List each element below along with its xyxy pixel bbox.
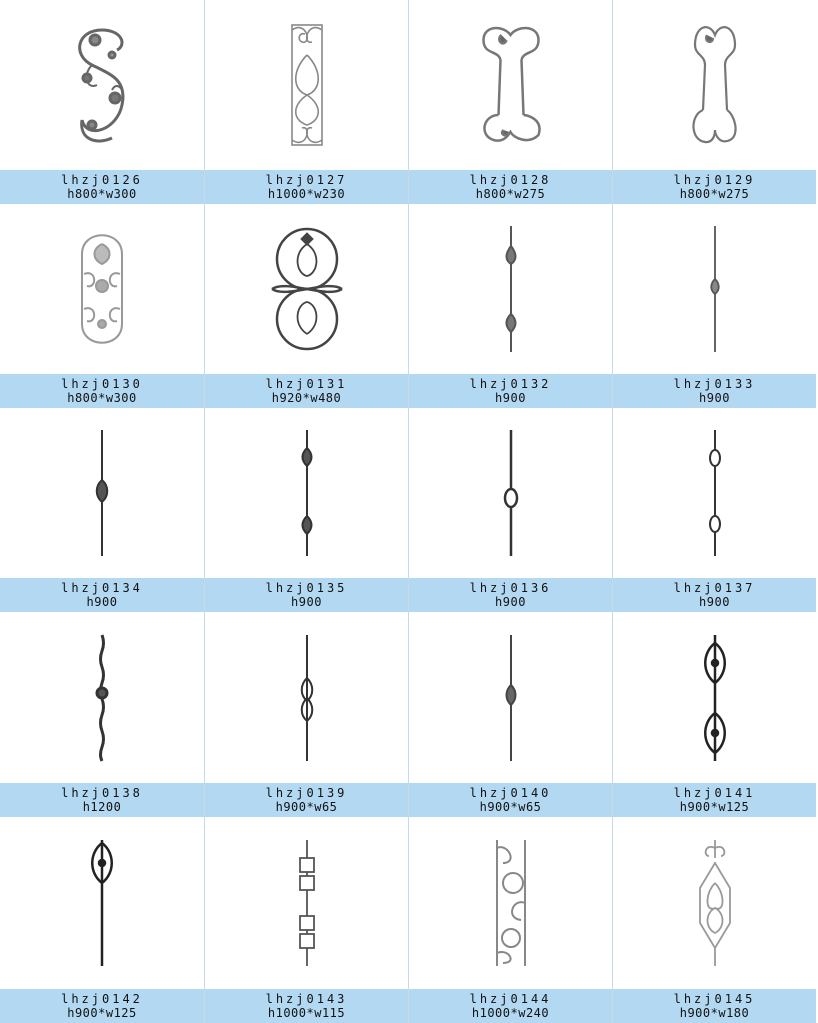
scroll-baluster-icon bbox=[700, 633, 730, 763]
product-card[interactable] bbox=[0, 408, 204, 612]
product-size: h900*w125 bbox=[67, 1006, 137, 1020]
baluster-icon bbox=[501, 428, 521, 558]
product-code: lhzj0134 bbox=[61, 581, 143, 595]
product-size: h900 bbox=[495, 595, 526, 609]
baluster-icon bbox=[501, 633, 521, 763]
product-card[interactable] bbox=[408, 612, 612, 817]
product-code: lhzj0144 bbox=[469, 992, 552, 1006]
product-card[interactable] bbox=[204, 0, 408, 204]
product-card[interactable] bbox=[0, 612, 204, 817]
product-size: h1000*w240 bbox=[471, 1006, 550, 1020]
scroll-panel-icon bbox=[287, 20, 327, 150]
product-size: h900 bbox=[699, 595, 730, 609]
scroll-panel-icon bbox=[493, 838, 529, 968]
product-image bbox=[409, 0, 612, 170]
product-card[interactable] bbox=[408, 0, 612, 204]
product-image bbox=[613, 0, 816, 170]
product-card[interactable] bbox=[408, 408, 612, 612]
product-card[interactable] bbox=[408, 204, 612, 408]
product-image bbox=[205, 408, 408, 578]
product-row bbox=[0, 204, 818, 408]
product-card[interactable] bbox=[204, 817, 408, 1023]
product-row bbox=[0, 612, 818, 817]
product-image bbox=[0, 0, 204, 170]
product-image bbox=[613, 817, 816, 989]
product-label bbox=[0, 374, 204, 408]
basket-baluster-icon bbox=[297, 633, 317, 763]
product-size: h900 bbox=[86, 595, 118, 609]
product-label bbox=[205, 578, 408, 612]
product-image bbox=[409, 817, 612, 989]
scroll-baluster-icon bbox=[87, 838, 117, 968]
product-size: h900 bbox=[699, 391, 730, 405]
product-label bbox=[613, 578, 816, 612]
product-card[interactable] bbox=[0, 0, 204, 204]
product-size: h920*w480 bbox=[271, 391, 342, 405]
product-code: lhzj0131 bbox=[265, 377, 348, 391]
product-image bbox=[205, 0, 408, 170]
scroll-panel-icon bbox=[72, 224, 132, 354]
product-label bbox=[613, 170, 816, 204]
product-image bbox=[613, 204, 816, 374]
product-image bbox=[613, 408, 816, 578]
product-label bbox=[409, 783, 612, 817]
product-code: lhzj0128 bbox=[469, 173, 552, 187]
product-image bbox=[409, 408, 612, 578]
product-label bbox=[0, 578, 204, 612]
product-size: h900*w125 bbox=[679, 800, 750, 814]
square-collar-baluster-icon bbox=[297, 838, 317, 968]
product-code: lhzj0130 bbox=[61, 377, 143, 391]
product-label bbox=[409, 170, 612, 204]
product-code: lhzj0133 bbox=[673, 377, 756, 391]
product-size: h1200 bbox=[82, 800, 122, 814]
product-image bbox=[409, 204, 612, 374]
product-code: lhzj0135 bbox=[265, 581, 348, 595]
twisted-baluster-icon bbox=[92, 633, 112, 763]
product-card[interactable] bbox=[204, 612, 408, 817]
scroll-panel-icon bbox=[695, 838, 735, 968]
scroll-panel-icon bbox=[67, 20, 137, 150]
product-card[interactable] bbox=[408, 817, 612, 1023]
product-size: h900*w65 bbox=[479, 800, 542, 814]
product-code: lhzj0139 bbox=[265, 786, 348, 800]
scroll-panel-icon bbox=[473, 20, 548, 150]
product-row bbox=[0, 817, 818, 1023]
product-label bbox=[0, 170, 204, 204]
product-label bbox=[409, 374, 612, 408]
product-code: lhzj0142 bbox=[61, 992, 143, 1006]
product-label bbox=[613, 783, 816, 817]
product-card[interactable] bbox=[612, 612, 816, 817]
baluster-icon bbox=[92, 428, 112, 558]
product-code: lhzj0126 bbox=[61, 173, 143, 187]
product-label bbox=[0, 989, 204, 1023]
product-label bbox=[205, 170, 408, 204]
product-image bbox=[613, 612, 816, 783]
product-label bbox=[409, 578, 612, 612]
product-label bbox=[613, 989, 816, 1023]
baluster-icon bbox=[297, 428, 317, 558]
product-card[interactable] bbox=[204, 408, 408, 612]
product-size: h900 bbox=[291, 595, 322, 609]
product-size: h1000*w115 bbox=[267, 1006, 346, 1020]
product-label bbox=[205, 783, 408, 817]
scroll-panel-icon bbox=[685, 20, 745, 150]
product-code: lhzj0136 bbox=[469, 581, 552, 595]
product-code: lhzj0141 bbox=[673, 786, 756, 800]
product-label bbox=[0, 783, 204, 817]
product-code: lhzj0143 bbox=[265, 992, 348, 1006]
product-image bbox=[0, 408, 204, 578]
product-size: h900*w180 bbox=[679, 1006, 750, 1020]
product-code: lhzj0137 bbox=[673, 581, 756, 595]
baluster-icon bbox=[705, 428, 725, 558]
product-code: lhzj0129 bbox=[673, 173, 756, 187]
product-size: h800*w300 bbox=[67, 187, 137, 201]
product-size: h1000*w230 bbox=[267, 187, 346, 201]
product-code: lhzj0127 bbox=[265, 173, 348, 187]
baluster-icon bbox=[501, 224, 521, 354]
product-card[interactable] bbox=[0, 817, 204, 1023]
product-card[interactable] bbox=[204, 204, 408, 408]
product-image bbox=[205, 817, 408, 989]
product-label bbox=[613, 374, 816, 408]
product-label bbox=[205, 989, 408, 1023]
product-size: h800*w275 bbox=[475, 187, 546, 201]
product-image bbox=[205, 204, 408, 374]
product-card[interactable] bbox=[0, 204, 204, 408]
product-size: h900*w65 bbox=[275, 800, 338, 814]
product-code: lhzj0138 bbox=[61, 786, 143, 800]
product-image bbox=[0, 612, 204, 783]
product-label bbox=[205, 374, 408, 408]
product-code: lhzj0145 bbox=[673, 992, 756, 1006]
product-image bbox=[0, 817, 204, 989]
product-card[interactable] bbox=[612, 0, 816, 204]
product-row bbox=[0, 408, 818, 612]
product-card[interactable] bbox=[612, 204, 816, 408]
product-size: h800*w275 bbox=[679, 187, 750, 201]
product-image bbox=[0, 204, 204, 374]
product-card[interactable] bbox=[612, 408, 816, 612]
baluster-icon bbox=[705, 224, 725, 354]
product-image bbox=[409, 612, 612, 783]
product-row bbox=[0, 0, 818, 204]
product-code: lhzj0140 bbox=[469, 786, 552, 800]
product-label bbox=[409, 989, 612, 1023]
product-image bbox=[205, 612, 408, 783]
product-size: h800*w300 bbox=[67, 391, 137, 405]
product-card[interactable] bbox=[612, 817, 816, 1023]
figure-eight-panel-icon bbox=[267, 224, 347, 354]
product-size: h900 bbox=[495, 391, 526, 405]
product-code: lhzj0132 bbox=[469, 377, 552, 391]
